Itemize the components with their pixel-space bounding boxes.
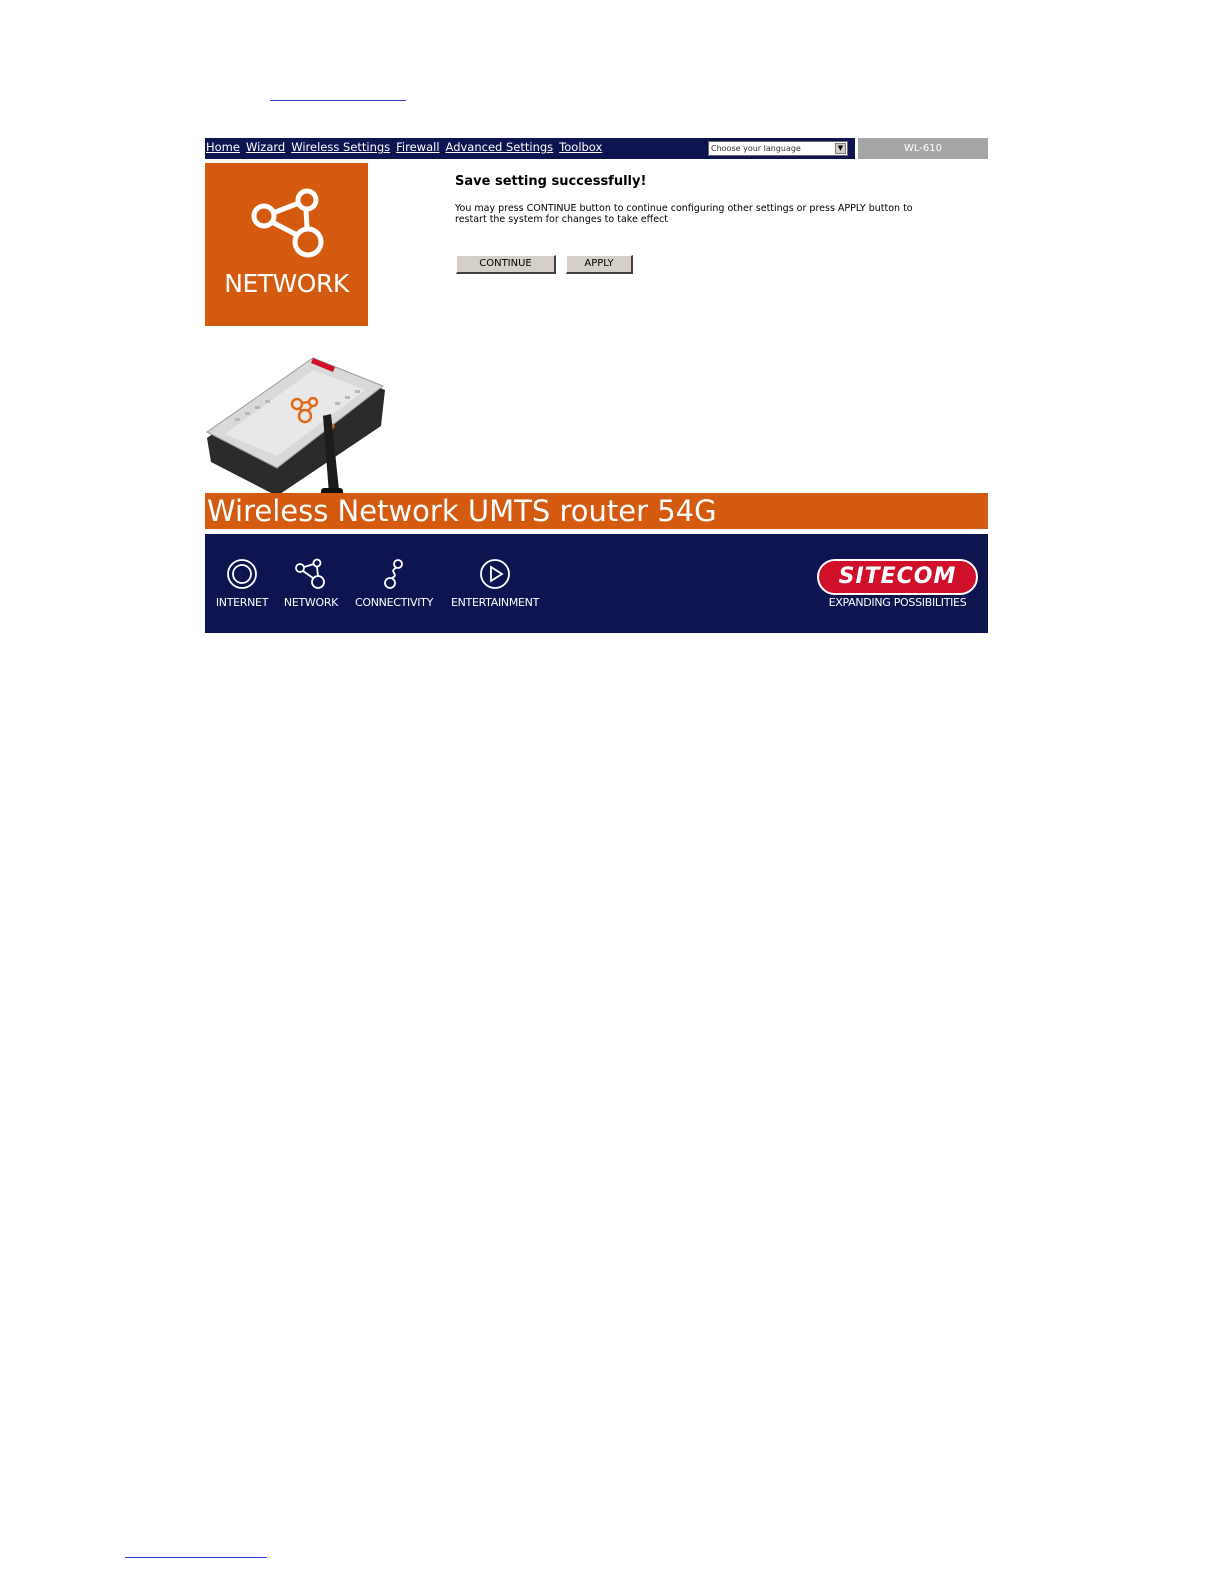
nav-link-advanced-settings[interactable]: Advanced Settings <box>445 140 554 154</box>
network-tile-label: NETWORK <box>224 269 349 298</box>
footer-rule <box>125 1557 267 1558</box>
category-entertainment[interactable] <box>446 558 544 609</box>
internet-icon <box>226 558 258 590</box>
footer-bar <box>205 534 988 633</box>
category-connectivity-label: CONNECTIVITY <box>355 596 433 609</box>
connectivity-icon <box>378 558 410 590</box>
play-icon <box>479 558 511 590</box>
top-nav-bar <box>205 138 855 159</box>
apply-button[interactable]: APPLY <box>566 255 633 274</box>
router-admin-page <box>205 138 988 633</box>
network-section-tile <box>205 163 368 326</box>
network-icon <box>293 558 329 590</box>
language-select-value: Choose your language <box>711 144 801 153</box>
category-internet[interactable] <box>213 558 271 609</box>
router-product-image <box>205 356 395 506</box>
nav-link-wireless-settings[interactable]: Wireless Settings <box>291 140 391 154</box>
nav-links <box>206 140 602 155</box>
nav-link-firewall[interactable]: Firewall <box>396 140 440 154</box>
nav-link-home[interactable]: Home <box>206 140 240 154</box>
save-success-message: You may press CONTINUE button to continue configuring other settings or press APPLY button to restart the system for changes to take effect <box>455 203 913 225</box>
nav-link-wizard[interactable]: Wizard <box>245 140 286 154</box>
model-label: WL-610 <box>858 138 988 159</box>
brand-tagline: EXPANDING POSSIBILITIES <box>828 596 967 609</box>
language-select[interactable] <box>708 141 848 156</box>
nav-link-toolbox[interactable]: Toolbox <box>559 140 603 154</box>
save-result-panel <box>455 174 925 225</box>
continue-button[interactable]: CONTINUE <box>456 255 556 274</box>
category-entertainment-label: ENTERTAINMENT <box>450 596 540 609</box>
category-connectivity[interactable] <box>351 558 437 609</box>
header-rule <box>270 100 406 101</box>
product-name-banner <box>205 493 988 529</box>
category-internet-label: INTERNET <box>215 596 269 609</box>
network-icon <box>245 188 329 260</box>
sitecom-logo[interactable] <box>817 559 978 595</box>
save-success-title: Save setting successfully! <box>455 174 647 189</box>
logo-text: SITECOM <box>838 564 957 589</box>
product-name: Wireless Network UMTS router 54G <box>207 494 717 528</box>
dropdown-arrow-icon[interactable]: ▼ <box>835 143 846 154</box>
category-network-label: NETWORK <box>283 596 339 609</box>
category-network[interactable] <box>280 558 342 609</box>
